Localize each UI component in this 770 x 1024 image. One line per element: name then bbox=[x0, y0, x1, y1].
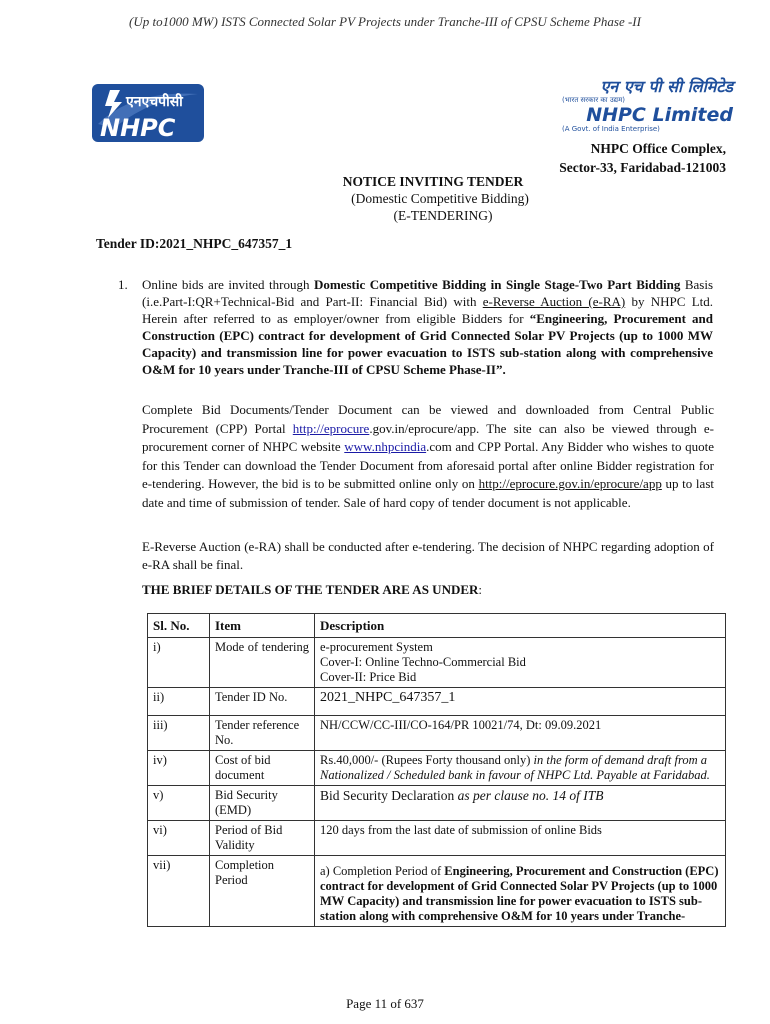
office-line-1: NHPC Office Complex, bbox=[590, 141, 726, 156]
paragraph-3: E-Reverse Auction (e-RA) shall be conducted after e-tendering. The decision of NHPC regarding adoption of e-RA shall be final. bbox=[142, 539, 714, 572]
para2-text-3: .com and CPP Portal. Any Bidder who wishes to quote for this Tender can download the Tender Document from aforesaid portal after online Bidder registration for e-tendering. However, the bid is to be submitted online only on bbox=[142, 439, 714, 491]
nhpc-website-link[interactable]: www.nhpcindia bbox=[344, 439, 427, 454]
company-english-tagline: (A Govt. of India Enterprise) bbox=[562, 125, 660, 133]
table-row bbox=[148, 751, 726, 786]
cell-sl: v) bbox=[148, 786, 210, 821]
cell-description bbox=[315, 856, 726, 927]
table-row bbox=[148, 821, 726, 856]
table-row bbox=[148, 786, 726, 821]
cell-item: Cost of bid document bbox=[210, 751, 315, 786]
eprocure-app-link[interactable]: http://eprocure.gov.in/eprocure/app bbox=[478, 476, 662, 491]
cell-description: NH/CCW/CC-III/CO-164/PR 10021/74, Dt: 09.09.2021 bbox=[315, 716, 726, 751]
paragraph-number: 1. bbox=[118, 277, 128, 292]
brief-colon: : bbox=[478, 582, 483, 597]
office-line-2: Sector-33, Faridabad-121003 bbox=[559, 160, 726, 175]
notice-subtitle-2: (E-TENDERING) bbox=[393, 208, 493, 223]
brief-title: THE BRIEF DETAILS OF THE TENDER ARE AS UNDER bbox=[142, 582, 479, 597]
desc-line: Cover-II: Price Bid bbox=[320, 670, 417, 684]
para1-text-3: by NHPC Ltd. Herein after referred to as employer/owner from eligible Bidders for bbox=[142, 294, 714, 326]
eprocure-link[interactable]: http://eprocure bbox=[292, 420, 370, 436]
desc-line: Cover-I: Online Techno-Commercial Bid bbox=[320, 655, 526, 669]
table-row bbox=[148, 638, 726, 688]
table-row bbox=[148, 856, 726, 927]
nhpc-logo bbox=[92, 84, 204, 142]
cell-item: Bid Security (EMD) bbox=[210, 786, 315, 821]
notice-title: NOTICE INVITING TENDER bbox=[342, 174, 524, 189]
para1-text-2: Basis (i.e.Part-I:QR+Technical-Bid and Part-II: Financial Bid) with bbox=[142, 277, 714, 309]
cell-description bbox=[315, 751, 726, 786]
notice-heading bbox=[0, 173, 770, 224]
desc-bold: Engineering, Procurement and Construction (EPC) contract for development of Grid Connected Solar PV Projects (up to 1000 MW Capacity) and transmission line for power evacuation to ISTS sub-station along with comprehensive O&M for 10 years under Tranche- bbox=[320, 864, 719, 923]
company-hindi-name: एन एच पी सी लिमिटेड bbox=[600, 77, 733, 96]
cell-description bbox=[315, 786, 726, 821]
cell-sl: vi) bbox=[148, 821, 210, 856]
desc-italic: as per clause no. 14 of ITB bbox=[457, 788, 604, 803]
brief-details-heading bbox=[142, 582, 482, 598]
cell-sl: iv) bbox=[148, 751, 210, 786]
table-header-row bbox=[148, 614, 726, 638]
page-number: Page 11 of 637 bbox=[346, 996, 424, 1011]
company-name-block bbox=[558, 78, 733, 134]
logo-hindi-text: एनएचपीसी bbox=[126, 94, 183, 110]
cell-description: 120 days from the last date of submission of online Bids bbox=[315, 821, 726, 856]
tender-id: Tender ID:2021_NHPC_647357_1 bbox=[96, 236, 293, 251]
desc-text: a) Completion Period of bbox=[320, 864, 445, 878]
cell-sl: iii) bbox=[148, 716, 210, 751]
header-sl-no: Sl. No. bbox=[148, 614, 210, 638]
para2-text-4: up to last date and time of submission of tender. Sale of hard copy of tender document is not applicable. bbox=[142, 476, 714, 510]
cell-sl: vii) bbox=[148, 856, 210, 927]
cell-item: Tender reference No. bbox=[210, 716, 315, 751]
para1-bold-1: Domestic Competitive Bidding in Single Stage-Two Part Bidding bbox=[313, 277, 681, 292]
para1-underline: e-Reverse Auction (e-RA) bbox=[482, 294, 626, 309]
desc-italic: in the form of demand draft from a Nationalized / Scheduled bank in favour of NHPC Ltd. Payable at Faridabad. bbox=[320, 753, 710, 782]
cell-item: Tender ID No. bbox=[210, 688, 315, 716]
desc-text: Rs.40,000/- (Rupees Forty thousand only) bbox=[320, 753, 534, 767]
desc-line: e-procurement System bbox=[320, 640, 433, 654]
para2-text-1: Complete Bid Documents/Tender Document can be viewed and downloaded from Central Public Procurement (CPP) Portal bbox=[142, 402, 714, 436]
office-address bbox=[559, 139, 726, 177]
header-item: Item bbox=[210, 614, 315, 638]
cell-description: 2021_NHPC_647357_1 bbox=[315, 688, 726, 716]
cell-item: Mode of tendering bbox=[210, 638, 315, 688]
company-english-name: NHPC Limited bbox=[586, 104, 733, 126]
running-header: (Up to1000 MW) ISTS Connected Solar PV Projects under Tranche-III of CPSU Scheme Phase -II bbox=[129, 14, 641, 29]
para1-text-1: Online bids are invited through bbox=[142, 277, 314, 292]
logo-brand-text: NHPC bbox=[100, 114, 176, 142]
desc-text: Bid Security Declaration bbox=[320, 788, 458, 803]
notice-subtitle-1: (Domestic Competitive Bidding) bbox=[351, 191, 529, 206]
para2-text-2: .gov.in/eprocure/app. The site can also be viewed through e-procurement corner of NHPC website bbox=[142, 420, 715, 454]
header-description: Description bbox=[315, 614, 726, 638]
cell-description bbox=[315, 638, 726, 688]
tender-details-table bbox=[147, 613, 726, 927]
table-row bbox=[148, 716, 726, 751]
paragraph-2 bbox=[142, 401, 714, 512]
paragraph-1 bbox=[118, 276, 713, 378]
company-hindi-tagline: (भारत सरकार का उद्यम) bbox=[562, 96, 625, 104]
table-row bbox=[148, 688, 726, 716]
para1-bold-2: “Engineering, Procurement and Construction (EPC) contract for development of Grid Connected Solar PV Projects (up to 1000 MW Capacity) and transmission line for power evacuation to ISTS sub-station along with comprehensive O&M for 10 years under Tranche-III of CPSU Scheme Phase-II”. bbox=[142, 311, 714, 377]
cell-item: Completion Period bbox=[210, 856, 315, 927]
cell-sl: ii) bbox=[148, 688, 210, 716]
cell-item: Period of Bid Validity bbox=[210, 821, 315, 856]
cell-sl: i) bbox=[148, 638, 210, 688]
